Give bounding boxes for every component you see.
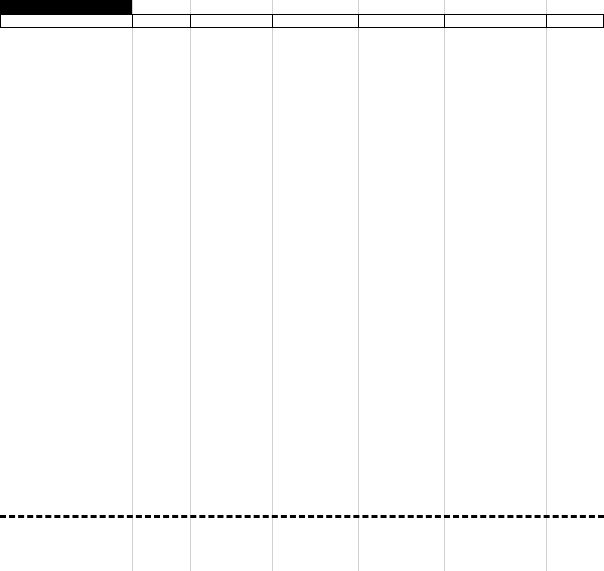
grid-line (190, 0, 191, 571)
col-header-avg[interactable] (190, 14, 273, 28)
col-header-cur[interactable] (272, 14, 359, 28)
grid-line (358, 0, 359, 571)
dashed-separator (0, 515, 604, 518)
section-row (0, 0, 604, 14)
section-title (0, 0, 132, 14)
grid-line (444, 0, 445, 571)
col-header-name[interactable] (0, 14, 133, 28)
col-header-pl[interactable] (546, 14, 604, 28)
col-header-cost[interactable] (358, 14, 445, 28)
header-row (0, 14, 604, 28)
grid-line (272, 0, 273, 571)
col-header-val[interactable] (444, 14, 547, 28)
grid-line (546, 0, 547, 571)
col-header-qty[interactable] (132, 14, 191, 28)
grid-line (132, 0, 133, 571)
